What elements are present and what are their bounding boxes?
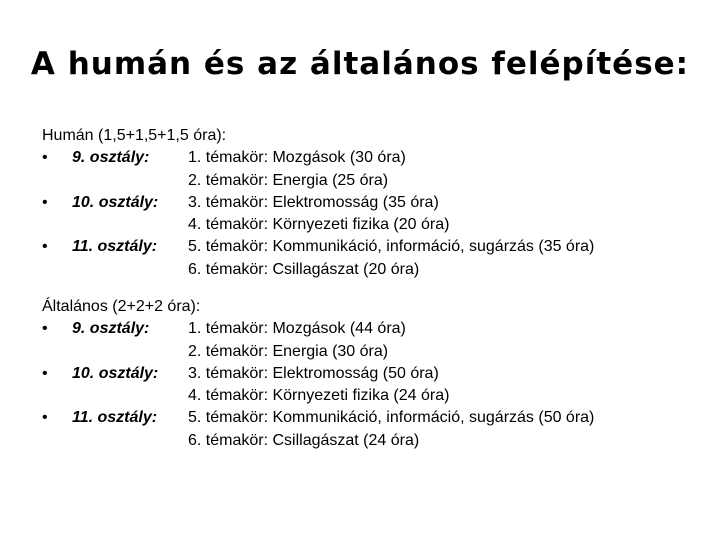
bullet: • [42, 320, 48, 338]
section-heading: Általános (2+2+2 óra): [42, 298, 201, 315]
topic-text: 1. témakör: Mozgások (30 óra) [188, 149, 406, 167]
section-altalanos [42, 296, 594, 452]
bullet: • [42, 364, 48, 382]
topic-text: 6. témakör: Csillagászat (24 óra) [188, 431, 420, 449]
list-item [42, 147, 594, 169]
slide-title: A humán és az általános felépítése: [30, 46, 690, 82]
list-item [42, 236, 594, 258]
section-heading: Humán (1,5+1,5+1,5 óra): [42, 127, 227, 144]
grade-label: 10. osztály: [72, 193, 159, 211]
grade-label: 10. osztály: [72, 364, 159, 382]
list-item [42, 341, 594, 363]
topic-text: 5. témakör: Kommunikáció, információ, sugárzás (35 óra) [188, 238, 595, 256]
list-item [42, 214, 594, 236]
topic-text: 3. témakör: Elektromosság (50 óra) [188, 364, 439, 382]
topic-text: 2. témakör: Energia (25 óra) [188, 171, 389, 189]
list-item [42, 407, 594, 429]
topic-text: 5. témakör: Kommunikáció, információ, sugárzás (50 óra) [188, 409, 595, 427]
topic-text: 3. témakör: Elektromosság (35 óra) [188, 193, 439, 211]
list-item [42, 430, 594, 452]
list-item [42, 363, 594, 385]
list-item [42, 259, 594, 281]
list-item [42, 170, 594, 192]
bullet: • [42, 149, 48, 167]
grade-label: 9. osztály: [72, 320, 150, 338]
bullet: • [42, 409, 48, 427]
topic-text: 4. témakör: Környezeti fizika (24 óra) [188, 387, 450, 405]
grade-label: 9. osztály: [72, 149, 150, 167]
topic-text: 6. témakör: Csillagászat (20 óra) [188, 260, 420, 278]
section-human [42, 125, 594, 281]
topic-text: 1. témakör: Mozgások (44 óra) [188, 320, 406, 338]
grade-label: 11. osztály: [72, 409, 158, 427]
topic-text: 2. témakör: Energia (30 óra) [188, 342, 389, 360]
list-item [42, 318, 594, 340]
bullet: • [42, 238, 48, 256]
topic-text: 4. témakör: Környezeti fizika (20 óra) [188, 216, 450, 234]
bullet: • [42, 193, 48, 211]
grade-label: 11. osztály: [72, 238, 158, 256]
list-item [42, 385, 594, 407]
list-item [42, 192, 594, 214]
